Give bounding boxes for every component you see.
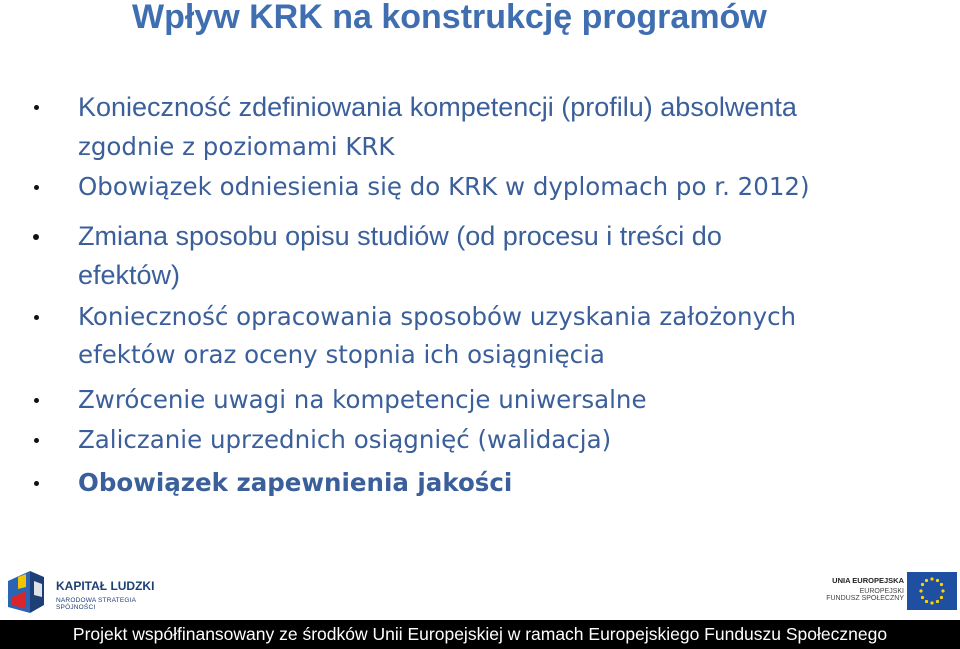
eu-logo-line2: EUROPEJSKI [859, 588, 904, 595]
eu-logo-line3: FUNDUSZ SPOŁECZNY [826, 595, 904, 602]
bullet-icon [34, 438, 39, 443]
kapital-ludzki-logo [4, 567, 164, 617]
list-item-text: Konieczność opracowania sposobów uzyskania założonych [78, 302, 797, 331]
list-item-text: Zwrócenie uwagi na kompetencje uniwersalne [78, 385, 647, 414]
list-item [78, 420, 611, 460]
bullet-icon [33, 234, 39, 240]
logo-name: KAPITAŁ LUDZKI [56, 579, 155, 593]
list-item-text: Zaliczanie uprzednich osiągnięć (walidacja) [78, 425, 612, 454]
bullet-icon [34, 315, 39, 320]
list-item-text: efektów oraz oceny stopnia ich osiągnięcia [78, 340, 605, 369]
list-item-text: Konieczność zdefiniowania kompetencji (profilu) absolwenta [78, 92, 797, 122]
bullet-icon [34, 105, 39, 110]
list-item [78, 335, 605, 375]
eu-logo [820, 572, 958, 612]
eu-flag-icon [907, 572, 957, 610]
bullet-icon [34, 481, 39, 486]
list-item [78, 463, 512, 503]
eu-logo-line1: UNIA EUROPEJSKA [832, 576, 904, 585]
eu-logo-text [820, 572, 904, 602]
list-item-text: Obowiązek zapewnienia jakości [78, 468, 513, 497]
bullet-icon [34, 398, 39, 403]
list-item [78, 255, 180, 295]
list-item [78, 127, 395, 167]
list-item [78, 216, 722, 256]
bullet-icon [34, 185, 39, 190]
list-item-text: Zmiana sposobu opisu studiów (od procesu i treści do [78, 221, 722, 251]
list-item-text: Obowiązek odniesienia się do KRK w dyplomach po r. 2012) [78, 172, 810, 201]
kapital-ludzki-emblem-icon [4, 567, 52, 617]
logo-subtitle: NARODOWA STRATEGIA SPÓJNOŚCI [56, 597, 136, 611]
list-item [78, 297, 796, 337]
list-item-text: efektów) [78, 260, 181, 290]
list-item [78, 87, 797, 127]
list-item-text: zgodnie z poziomami KRK [78, 132, 395, 161]
list-item [78, 380, 647, 420]
footer-bar [0, 620, 960, 649]
list-item [78, 167, 810, 207]
footer-text: Projekt współfinansowany ze środków Unii Europejskiej w ramach Europejskiego Funduszu Społecznego [72, 624, 888, 644]
page-title: Wpływ KRK na konstrukcję programów [132, 0, 767, 36]
